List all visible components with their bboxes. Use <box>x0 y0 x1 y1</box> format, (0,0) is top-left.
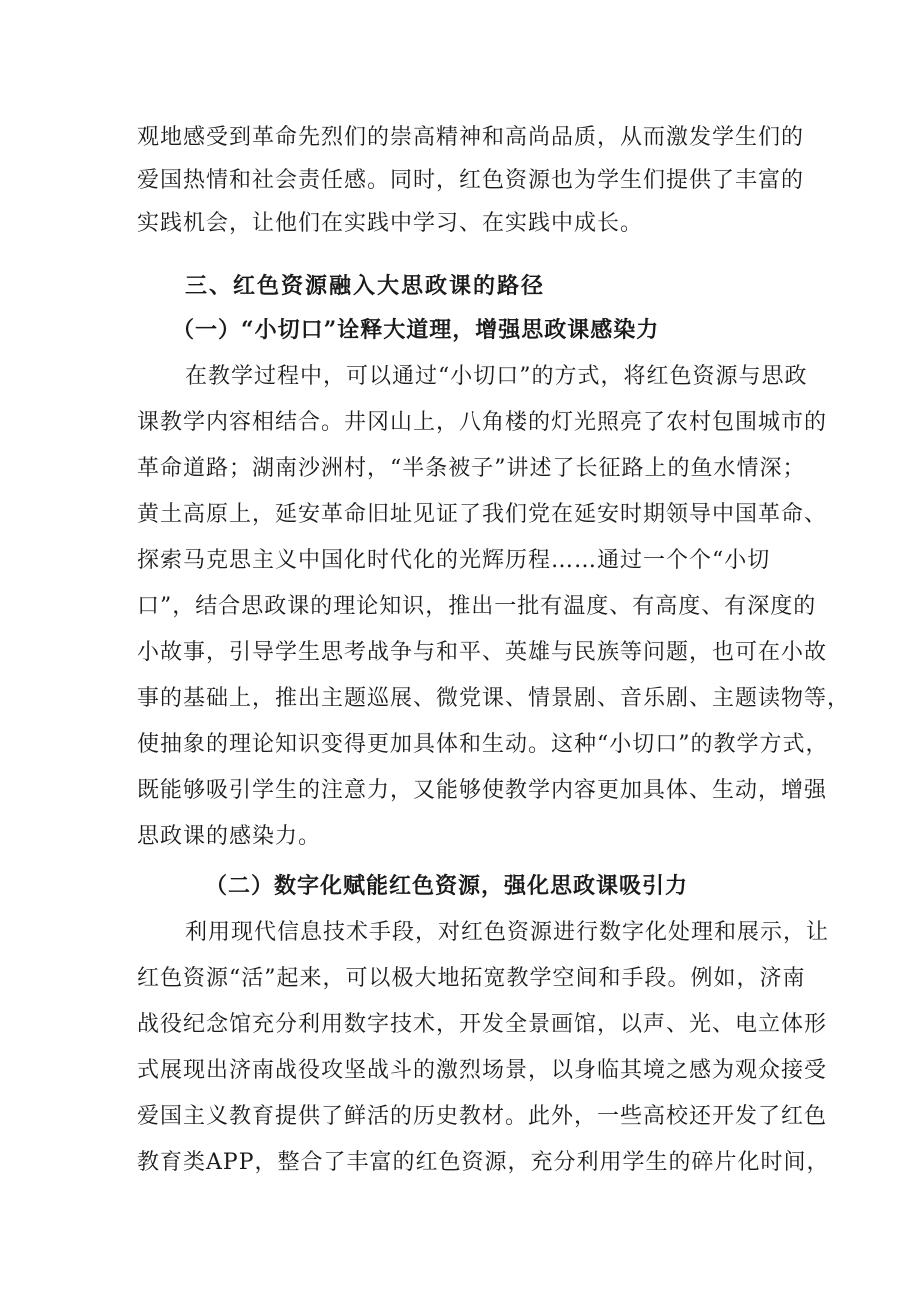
paragraph-line: 既能够吸引学生的注意力，又能够使教学内容更加具体、生动，增强 <box>137 778 828 803</box>
paragraph-line: 战役纪念馆充分利用数字技术，开发全景画馆，以声、光、电立体形 <box>137 1012 828 1037</box>
section-heading: 三、红色资源融入大思政课的路径 <box>185 273 546 299</box>
subsection-2-heading: （二）数字化赋能红色资源，强化思政课吸引力 <box>205 873 689 899</box>
paragraph-line: 黄土高原上，延安革命旧址见证了我们党在延安时期领导中国革命、 <box>137 502 828 527</box>
paragraph-line: 使抽象的理论知识变得更加具体和生动。这种“小切口”的教学方式， <box>137 732 829 757</box>
paragraph-line: 利用现代信息技术手段，对红色资源进行数字化处理和展示，让 <box>185 920 830 945</box>
intro-line-1: 观地感受到革命先烈们的崇高精神和高尚品质，从而激发学生们的 <box>137 125 805 150</box>
subsection-1-heading: （一）“小切口”诠释大道理，增强思政课感染力 <box>172 317 660 343</box>
paragraph-line: 式展现出济南战役攻坚战斗的激烈场景，以身临其境之感为观众接受 <box>137 1058 828 1083</box>
paragraph-line: 课教学内容相结合。井冈山上，八角楼的灯光照亮了农村包围城市的 <box>137 410 828 435</box>
paragraph-line: 教育类APP，整合了丰富的红色资源，充分利用学生的碎片化时间， <box>137 1150 830 1175</box>
intro-line-2: 爱国热情和社会责任感。同时，红色资源也为学生们提供了丰富的 <box>137 168 805 193</box>
paragraph-line: 探索马克思主义中国化时代化的光辉历程……通过一个个“小切 <box>137 548 771 573</box>
paragraph-line: 小故事，引导学生思考战争与和平、英雄与民族等问题，也可在小故 <box>137 640 828 665</box>
paragraph-line: 红色资源“活”起来，可以极大地拓宽教学空间和手段。例如，济南 <box>137 966 806 991</box>
intro-line-3: 实践机会，让他们在实践中学习、在实践中成长。 <box>137 211 644 236</box>
paragraph-line: 在教学过程中，可以通过“小切口”的方式，将红色资源与思政 <box>185 364 808 389</box>
paragraph-line: 革命道路；湖南沙洲村，“半条被子”讲述了长征路上的鱼水情深； <box>137 456 806 481</box>
paragraph-line: 思政课的感染力。 <box>137 824 322 849</box>
paragraph-line: 事的基础上，推出主题巡展、微党课、情景剧、音乐剧、主题读物等， <box>137 686 851 711</box>
paragraph-line: 口”，结合思政课的理论知识，推出一批有温度、有高度、有深度的 <box>137 594 817 619</box>
paragraph-line: 爱国主义教育提供了鲜活的历史教材。此外，一些高校还开发了红色 <box>137 1104 828 1129</box>
